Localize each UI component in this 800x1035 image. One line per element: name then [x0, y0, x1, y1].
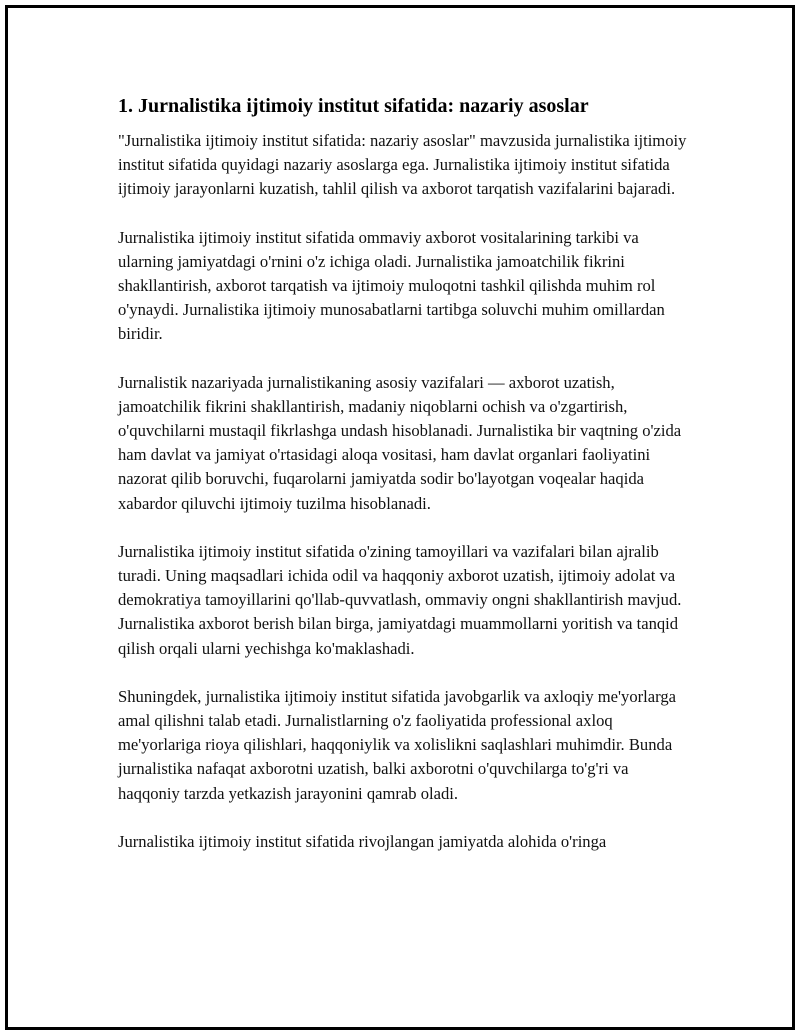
document-title: 1. Jurnalistika ijtimoiy institut sifatida: nazariy asoslar [118, 95, 589, 117]
paragraph-1: "Jurnalistika ijtimoiy institut sifatida: nazariy asoslar" mavzusida jurnalistika ijtimoiy institut sifatida quyidagi nazariy asoslarga ega. Jurnalistika ijtimoiy institut sifatida ijtimoiy jarayonlarni kuzatish, tahlil qilish va axborot tarqatish vazifalarini bajaradi. [118, 131, 687, 199]
paragraph-6: Jurnalistika ijtimoiy institut sifatida rivojlangan jamiyatda alohida o'ringa [118, 831, 607, 851]
document-body [118, 93, 688, 878]
paragraph-5: Shuningdek, jurnalistika ijtimoiy institut sifatida javobgarlik va axloqiy me'yorlarga amal qilishni talab etadi. Jurnalistlarning o'z faoliyatida professional axloq me'yorlariga rioya qilishlari, haqqoniylik va xolislikni saqlashlari muhimdir. Bunda jurnalistika nafaqat axborotni uzatish, balki axborotni o'quvchilarga to'g'ri va haqqoniy tarzda yetkazish jarayonini qamrab oladi. [118, 686, 677, 803]
paragraph-3: Jurnalistik nazariyada jurnalistikaning asosiy vazifalari — axborot uzatish, jamoatchilik fikrini shakllantirish, madaniy niqoblarni ochish va o'zgartirish, o'quvchilarni mustaqil fikrlashga undash hisoblanadi. Jurnalistika bir vaqtning o'zida ham davlat va jamiyat o'rtasidagi aloqa vositasi, ham davlat organlari faoliyatini nazorat qilib boruvchi, fuqarolarni jamiyatda sodir bo'layotgan voqealar haqida xabardor qiluvchi ijtimoiy tuzilma hisoblanadi. [118, 372, 682, 513]
paragraph-4: Jurnalistika ijtimoiy institut sifatida o'zining tamoyillari va vazifalari bilan ajralib turadi. Uning maqsadlari ichida odil va haqqoniy axborot uzatish, ijtimoiy adolat va demokratiya tamoyillarini qo'llab-quvvatlash, ommaviy ongni shakllantirish mavjud. Jurnalistika axborot berish bilan birga, jamiyatdagi muammollarni yoritish va tanqid qilish orqali ularni yechishga ko'maklashadi. [118, 541, 682, 658]
paragraph-2: Jurnalistika ijtimoiy institut sifatida ommaviy axborot vositalarining tarkibi va ularning jamiyatdagi o'rnini o'z ichiga oladi. Jurnalistika jamoatchilik fikrini shakllantirish, axborot tarqatish va ijtimoiy muloqotni tashkil qilishda muhim rol o'ynaydi. Jurnalistika ijtimoiy munosabatlarni tartibga soluvchi muhim omillardan biridir. [118, 227, 665, 344]
